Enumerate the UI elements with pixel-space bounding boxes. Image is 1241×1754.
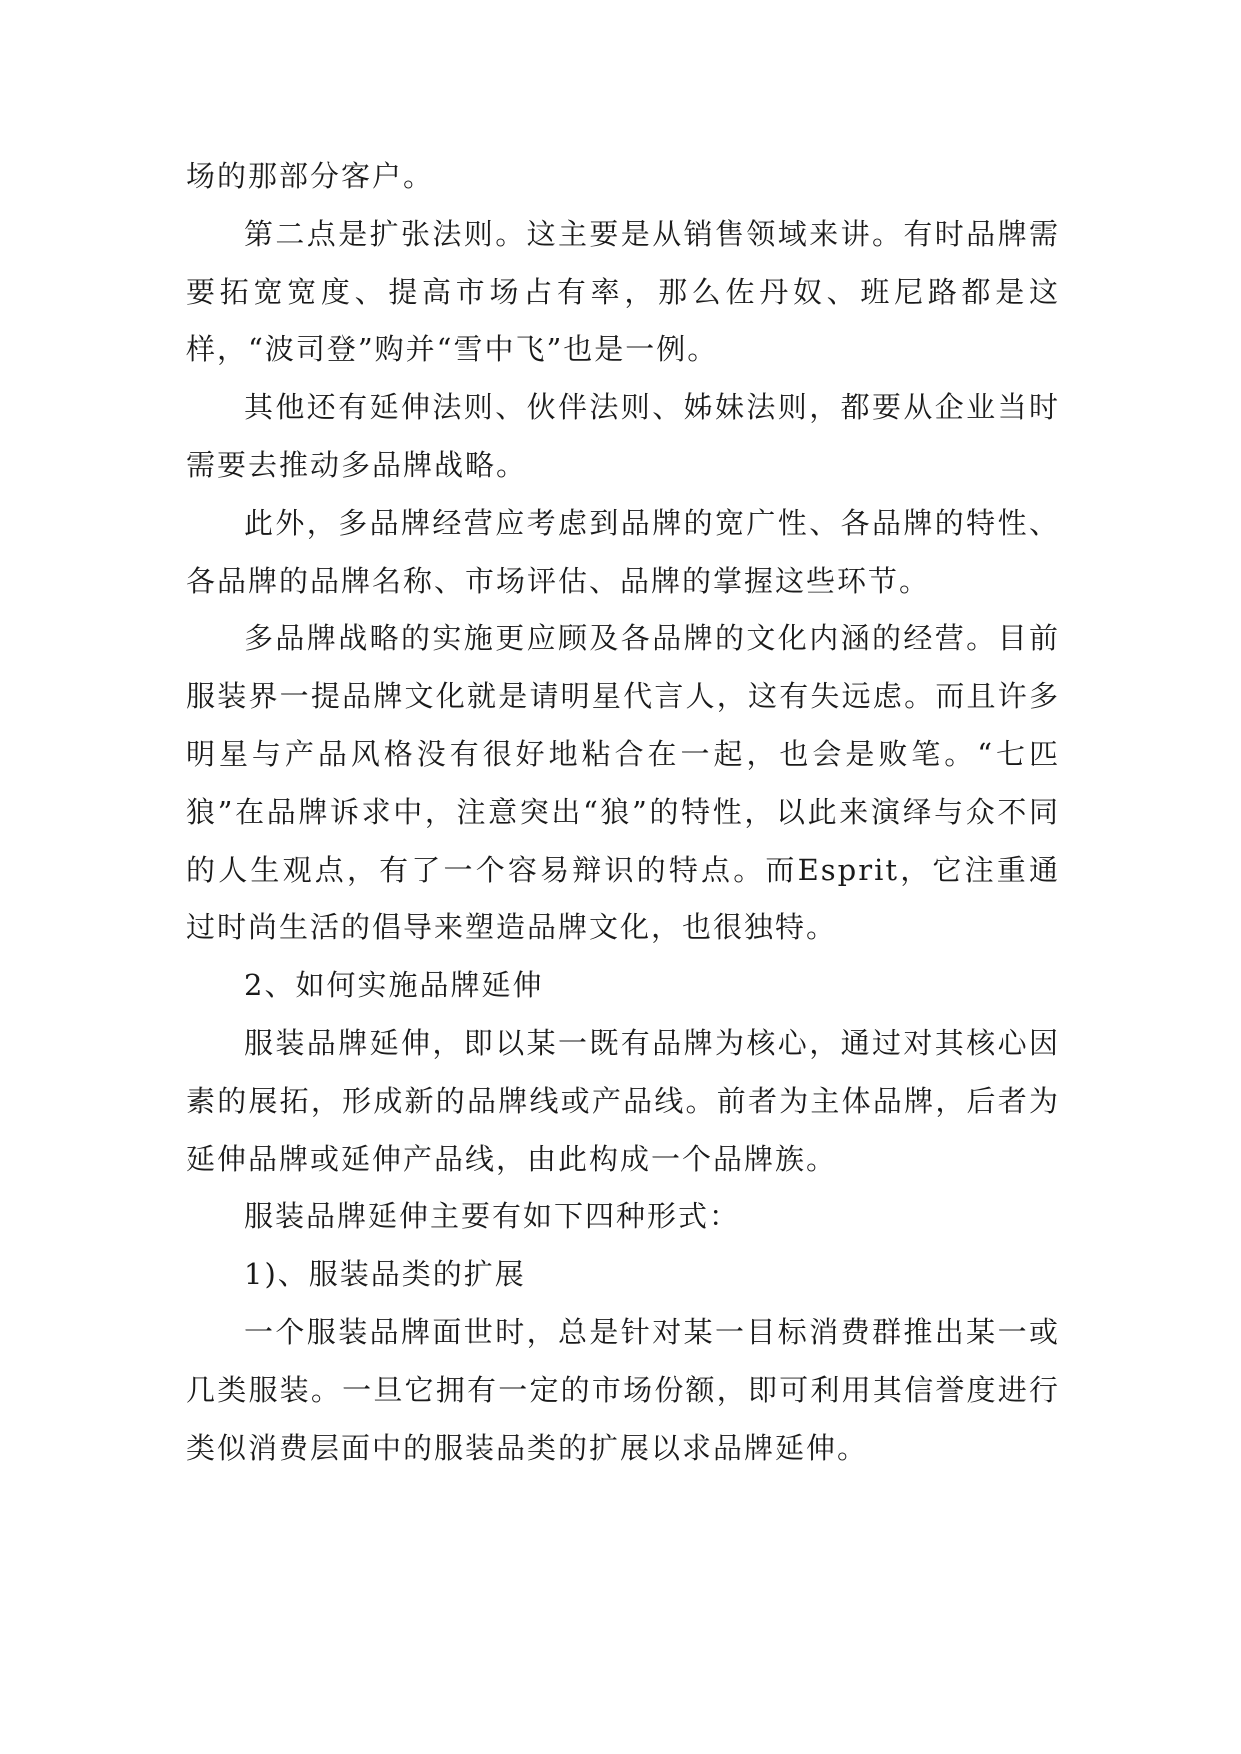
- section-heading-brand-extension: 2、如何实施品牌延伸: [244, 968, 544, 1003]
- paragraph-4: 此外，多品牌经营应考虑到品牌的宽广性、各品牌的特性、各品牌的品牌名称、市场评估、品牌的掌握这些环节。: [186, 505, 1060, 598]
- paragraph-8: 服装品牌延伸主要有如下四种形式：: [244, 1199, 741, 1234]
- subheading-category-expansion: 1)、服装品类的扩展: [244, 1257, 526, 1292]
- paragraph-10: 一个服装品牌面世时，总是针对某一目标消费群推出某一或几类服装。一旦它拥有一定的市场份额，即可利用其信誉度进行类似消费层面中的服装品类的扩展以求品牌延伸。: [186, 1314, 1060, 1465]
- document-body: [186, 148, 1060, 1477]
- paragraph-5: 多品牌战略的实施更应顾及各品牌的文化内涵的经营。目前服装界一提品牌文化就是请明星代言人，这有失远虑。而且许多明星与产品风格没有很好地粘合在一起，也会是败笔。“七匹狼”在品牌诉求中，注意突出“狼”的特性，以此来演绎与众不同的人生观点，有了一个容易辩识的特点。而Esprit，它注重通过时尚生活的倡导来塑造品牌文化，也很独特。: [186, 621, 1060, 945]
- paragraph-1: 场的那部分客户。: [186, 159, 435, 193]
- paragraph-3: 其他还有延伸法则、伙伴法则、姊妹法则，都要从企业当时需要去推动多品牌战略。: [186, 390, 1060, 482]
- paragraph-7: 服装品牌延伸，即以某一既有品牌为核心，通过对其核心因素的展拓，形成新的品牌线或产品线。前者为主体品牌，后者为延伸品牌或延伸产品线，由此构成一个品牌族。: [186, 1025, 1060, 1176]
- paragraph-2: 第二点是扩张法则。这主要是从销售领域来讲。有时品牌需要拓宽宽度、提高市场占有率，那么佐丹奴、班尼路都是这样，“波司登”购并“雪中飞”也是一例。: [186, 216, 1060, 367]
